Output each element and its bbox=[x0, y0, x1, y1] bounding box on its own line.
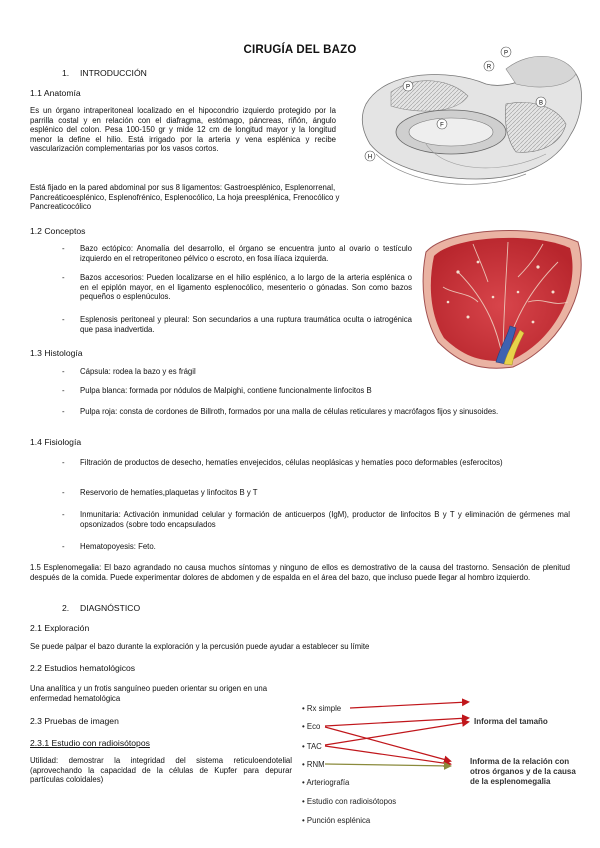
arrow-tac-relacion bbox=[325, 746, 450, 764]
spleen-section-illustration bbox=[418, 222, 590, 372]
radioisotopos-text: Utilidad: demostrar la integridad del sistema reticuloendotelial (aprovechando la capacidad de la células de Kupfer para depurar partículas coloidales) bbox=[30, 756, 292, 785]
exploracion-heading: 2.1 Exploración bbox=[30, 623, 90, 633]
section-2-number: 2. bbox=[62, 603, 70, 613]
imaging-item-rx: • Rx simple bbox=[302, 704, 342, 713]
fisiologia-item: Inmunitaria: Activación inmunidad celular y formación de anticuerpos (IgM), productor de linfocitos B y T y eliminación de gérmenes mal opsonizados (sobre todo encapsulados bbox=[80, 510, 570, 529]
bullet-dash: - bbox=[62, 367, 65, 376]
hematologicos-text: Una analítica y un frotis sanguíneo pueden orientar su origen en una enfermedad hematológica bbox=[30, 684, 268, 703]
imaging-item-arteriografia: • Arteriografía bbox=[302, 778, 350, 787]
bullet-dash: - bbox=[62, 542, 65, 551]
fisiologia-item: Filtración de productos de desecho, hematíes envejecidos, células neoplásicas y hematíes poco deformables (esferocitos) bbox=[80, 458, 503, 467]
arrow-rx-tamano bbox=[350, 702, 468, 708]
figure-label-b: B bbox=[538, 100, 544, 107]
figure-label-r: R bbox=[486, 64, 492, 71]
arrow-rnm-relacion bbox=[325, 764, 450, 766]
section-1-number: 1. bbox=[62, 68, 70, 78]
imagen-heading: 2.3 Pruebas de imagen bbox=[30, 716, 119, 726]
imaging-item-tac: • TAC bbox=[302, 742, 322, 751]
fisiologia-heading: 1.4 Fisiología bbox=[30, 437, 82, 447]
concepto-item: Esplenosis peritoneal y pleural: Son secundarios a una ruptura traumática oculta o iatrogénica que pasa inadvertida. bbox=[80, 315, 412, 334]
anatomia-paragraph-2: Está fijado en la pared abdominal por sus 8 ligamentos: Gastroesplénico, Esplenorrenal, Pancreáticoesplénico, Esplenofrénico, Esplenocólico, La hoja preesplénica, Frenocólico y Pancreaticocólico bbox=[30, 183, 340, 212]
histologia-item: Pulpa blanca: formada por nódulos de Malpighi, contiene funcionalmente linfocitos B bbox=[80, 386, 372, 395]
anatomia-heading: 1.1 Anatomía bbox=[30, 88, 81, 98]
anatomia-paragraph-1: Es un órgano intraperitoneal localizado en el hipocondrio izquierdo protegido por la parrilla costal y en relación con el diafragma, estómago, páncreas, riñón, ángulo esplénico del colon. Pesa 100-150 gr y mide 12 cm de longitud mayor y la longitud menor la define el hilio. Está irrigado por la arteria y vena esplénica y recibe vascularización complementarias por los vasos cortos. bbox=[30, 106, 336, 154]
bullet-dash: - bbox=[62, 407, 65, 416]
page-title: CIRUGÍA DEL BAZO bbox=[243, 44, 357, 56]
conceptos-heading: 1.2 Conceptos bbox=[30, 226, 86, 236]
figure-label-h: H bbox=[367, 154, 373, 161]
bullet-dash: - bbox=[62, 244, 65, 253]
concepto-item: Bazos accesorios: Pueden localizarse en el hilio esplénico, a lo largo de la arteria esplénica o en el epiplón mayor, en el ligamento esplenocólico, mesenterio o gónadas. Son como bazos pequeños o esplenúculos. bbox=[80, 273, 412, 302]
concepto-item: Bazo ectópico: Anomalía del desarrollo, el órgano se encuentra junto al ovario o testículo izquierdo en el retroperitoneo pélvico o escroto, en fosa ilíaca izquierda. bbox=[80, 244, 412, 263]
exploracion-text: Se puede palpar el bazo durante la exploración y la percusión puede ayudar a establecer su límite bbox=[30, 642, 370, 651]
imaging-item-radioisotopos: • Estudio con radioisótopos bbox=[302, 797, 397, 806]
section-2-title: DIAGNÓSTICO bbox=[80, 603, 141, 613]
figure-label-f: F bbox=[440, 122, 444, 129]
esplenomegalia-paragraph: 1.5 Esplenomegalia: El bazo agrandado no causa muchos síntomas y ninguno de ellos es demostrativo de la causa del trastorno. Sensación de plenitud después de la comida. Puede experimentar dolores de abdomen y de espalda en el área del bazo, que incluso puede llegar al hombro izquierdo. bbox=[30, 563, 570, 582]
bullet-dash: - bbox=[62, 315, 65, 324]
label-informa-relacion: Informa de la relación con otros órganos y de la causa de la esplenomegalia bbox=[470, 757, 576, 786]
figure-label-p-top: P bbox=[503, 50, 509, 57]
fisiologia-item: Reservorio de hematíes,plaquetas y linfocitos B y T bbox=[80, 488, 258, 497]
bullet-dash: - bbox=[62, 488, 65, 497]
label-informa-tamano: Informa del tamaño bbox=[474, 717, 548, 726]
imaging-item-eco: • Eco bbox=[302, 722, 321, 731]
bullet-dash: - bbox=[62, 510, 65, 519]
histologia-heading: 1.3 Histología bbox=[30, 348, 83, 358]
radioisotopos-heading: 2.3.1 Estudio con radioisótopos bbox=[30, 738, 150, 748]
hematologicos-heading: 2.2 Estudios hematológicos bbox=[30, 663, 136, 673]
imaging-arrows bbox=[300, 690, 480, 800]
bullet-dash: - bbox=[62, 386, 65, 395]
histologia-item: Pulpa roja: consta de cordones de Billroth, formados por una malla de células reticulares y macrófagos fijos y sinusoides. bbox=[80, 407, 499, 416]
histologia-item: Cápsula: rodea la bazo y es frágil bbox=[80, 367, 196, 376]
figure-label-p: P bbox=[405, 84, 411, 91]
arrow-eco-tamano bbox=[325, 718, 468, 726]
fisiologia-item: Hematopoyesis: Feto. bbox=[80, 542, 156, 551]
arrow-tac-tamano bbox=[325, 722, 468, 745]
imaging-item-rnm: • RNM bbox=[302, 760, 325, 769]
spleen-anatomy-illustration bbox=[356, 44, 588, 214]
imaging-item-puncion: • Punción esplénica bbox=[302, 816, 371, 825]
bullet-dash: - bbox=[62, 273, 65, 282]
section-1-title: INTRODUCCIÓN bbox=[80, 68, 147, 78]
bullet-dash: - bbox=[62, 458, 65, 467]
arrow-eco-relacion bbox=[325, 727, 450, 761]
